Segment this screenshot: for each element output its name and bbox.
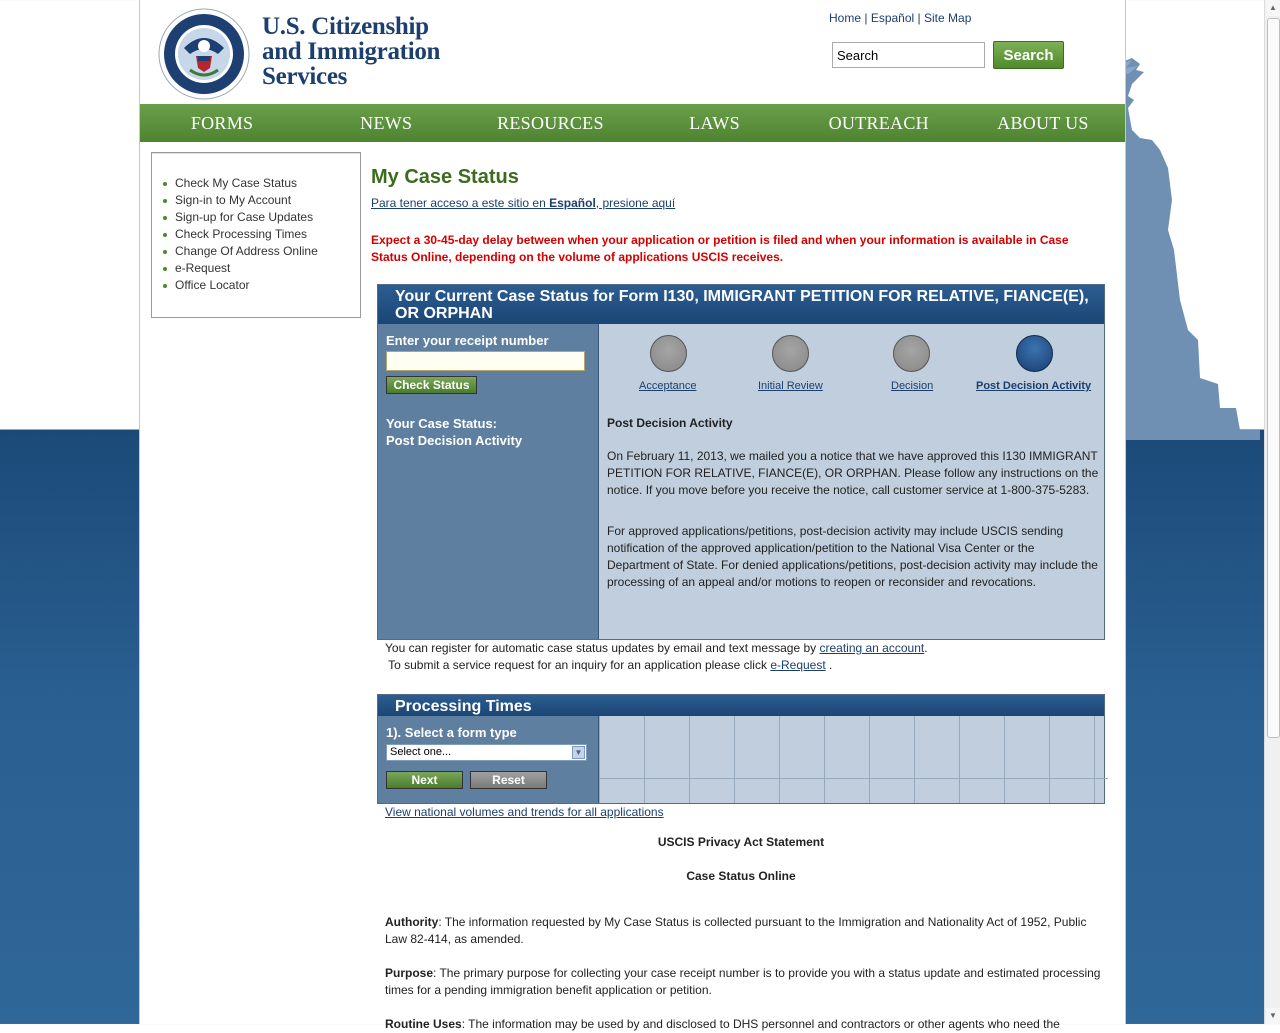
processing-form-column: [378, 716, 598, 803]
privacy-authority: [385, 914, 1101, 948]
step-acceptance-icon: [650, 335, 687, 372]
nav-outreach[interactable]: OUTREACH: [828, 113, 929, 133]
form-type-select[interactable]: [386, 744, 587, 761]
link-separator: |: [917, 11, 921, 25]
status-detail-column: [598, 324, 1104, 639]
nav-news[interactable]: NEWS: [360, 113, 413, 133]
sidebar-item-office-locator[interactable]: Office Locator: [175, 277, 360, 294]
register-text: You can register for automatic case status updates by email and text message by: [385, 641, 820, 655]
erequest-suffix: .: [825, 658, 833, 672]
receipt-column: [378, 324, 598, 639]
case-status-heading: Your Current Case Status for Form I130, IMMIGRANT PETITION FOR RELATIVE, FIANCE(E), OR ORPHAN: [378, 285, 1104, 324]
sidebar: [151, 152, 361, 318]
step-decision-icon: [893, 335, 930, 372]
processing-times-heading: Processing Times: [378, 695, 1104, 716]
page-container: [139, 0, 1126, 1031]
sidebar-item-sign-in[interactable]: Sign-in to My Account: [175, 192, 360, 209]
search-button[interactable]: Search: [993, 41, 1064, 69]
check-status-button[interactable]: Check Status: [386, 376, 477, 394]
step-decision-link[interactable]: Decision: [891, 380, 934, 392]
create-account-link[interactable]: creating an account: [819, 641, 925, 655]
sidebar-item-change-address[interactable]: Change Of Address Online: [175, 243, 360, 260]
agency-line-1: U.S. Citizenship: [262, 13, 429, 40]
vertical-scrollbar[interactable]: [1264, 0, 1280, 1024]
scroll-thumb[interactable]: [1267, 18, 1280, 738]
next-button[interactable]: Next: [386, 771, 463, 789]
case-status-panel: [377, 284, 1105, 640]
nav-resources[interactable]: RESOURCES: [497, 113, 604, 133]
chevron-down-icon[interactable]: ▼: [572, 746, 585, 759]
step-initial-review-icon: [772, 335, 809, 372]
register-suffix: .: [924, 641, 928, 655]
home-link[interactable]: Home: [829, 11, 862, 25]
agency-wordmark[interactable]: [262, 14, 440, 89]
your-case-status-label: Your Case Status:: [386, 416, 498, 431]
link-separator: |: [864, 11, 868, 25]
search-input[interactable]: [832, 42, 985, 68]
your-case-status-value: Post Decision Activity: [386, 433, 523, 448]
erequest-line: [385, 657, 832, 674]
spanish-link[interactable]: [371, 196, 675, 210]
sidebar-item-processing-times[interactable]: Check Processing Times: [175, 226, 360, 243]
select-form-label: 1). Select a form type: [386, 725, 517, 740]
spanish-link-bold: Español: [549, 196, 596, 210]
step-acceptance-link[interactable]: Acceptance: [639, 380, 697, 392]
nav-laws[interactable]: LAWS: [689, 113, 740, 133]
results-grid-lines: [599, 716, 1108, 803]
erequest-link[interactable]: e-Request: [770, 658, 826, 672]
spanish-link-prefix: Para tener acceso a este sitio en: [371, 196, 550, 210]
erequest-text: To submit a service request for an inquiry for an application please click: [385, 658, 771, 672]
reset-button[interactable]: Reset: [470, 771, 547, 789]
purpose-text: : The primary purpose for collecting your case receipt number is to provide you with a status update and estimated processing times for a pending immigration benefit application or petition.: [385, 966, 1101, 997]
site-map-link[interactable]: Site Map: [924, 11, 972, 25]
agency-line-3: Services: [262, 63, 348, 90]
nav-forms[interactable]: FORMS: [190, 113, 254, 133]
receipt-number-input[interactable]: [386, 351, 585, 371]
processing-results-grid: [598, 716, 1104, 803]
sidebar-item-e-request[interactable]: e-Request: [175, 260, 360, 277]
sidebar-item-sign-up-updates[interactable]: Sign-up for Case Updates: [175, 209, 360, 226]
form-type-selected: Select one...: [390, 746, 452, 758]
nav-about-us[interactable]: ABOUT US: [997, 113, 1089, 133]
delay-notice: Expect a 30-45-day delay between when your application or petition is filed and when your information is available in Case Status Online, depending on the volume of applications USCIS receives.: [371, 233, 1069, 264]
routine-label: Routine Uses: [385, 1017, 462, 1031]
receipt-label: Enter your receipt number: [386, 333, 549, 348]
spanish-link-suffix: , presione aquí: [595, 196, 676, 210]
authority-text: : The information requested by My Case Status is collected pursuant to the Immigration and Nationality Act of 1952, Public Law 82-414, as amended.: [385, 915, 1087, 946]
scroll-down-icon[interactable]: ▼: [1266, 1008, 1280, 1024]
routine-text: : The information may be used by and disclosed to DHS personnel and contractors or other agents who need the: [461, 1017, 1060, 1031]
step-post-decision-icon: [1016, 335, 1053, 372]
main-nav: [140, 104, 1125, 142]
privacy-purpose: [385, 965, 1101, 999]
privacy-routine-uses: [385, 1016, 1101, 1033]
step-post-decision-link[interactable]: Post Decision Activity: [976, 380, 1092, 392]
page-title: My Case Status: [371, 166, 519, 188]
purpose-label: Purpose: [385, 966, 434, 980]
processing-times-panel: [377, 694, 1105, 804]
utility-links: [829, 11, 971, 25]
register-line: [385, 640, 928, 657]
agency-line-2: and Immigration: [262, 38, 441, 65]
step-initial-review-link[interactable]: Initial Review: [758, 380, 823, 392]
detail-paragraph-2: For approved applications/petitions, post-decision activity may include USCIS sending notification of the approved application/petition to the National Visa Center or the Department of State. For denied applications/petitions, post-decision activity may include the processing of an appeal and/or motions to reopen or reconsider and revocations.: [607, 524, 1098, 589]
detail-paragraph-1: On February 11, 2013, we mailed you a notice that we have approved this I130 IMMIGRANT PETITION FOR RELATIVE, FIANCE(E), OR ORPHAN. Please follow any instructions on the notice. If you move before you receive the notice, call customer service at 1-800-375-5283.: [607, 449, 1099, 497]
dhs-seal-icon: [158, 8, 250, 100]
privacy-subtitle: Case Status Online: [686, 869, 796, 883]
scroll-up-icon[interactable]: ▲: [1266, 0, 1280, 16]
detail-heading: Post Decision Activity: [607, 416, 733, 430]
sidebar-item-check-case-status[interactable]: Check My Case Status: [175, 175, 360, 192]
authority-label: Authority: [385, 915, 439, 929]
privacy-title: USCIS Privacy Act Statement: [657, 835, 825, 849]
espanol-link[interactable]: Español: [870, 11, 915, 25]
trends-line: [385, 804, 664, 821]
trends-link[interactable]: View national volumes and trends for all applications: [385, 805, 664, 819]
